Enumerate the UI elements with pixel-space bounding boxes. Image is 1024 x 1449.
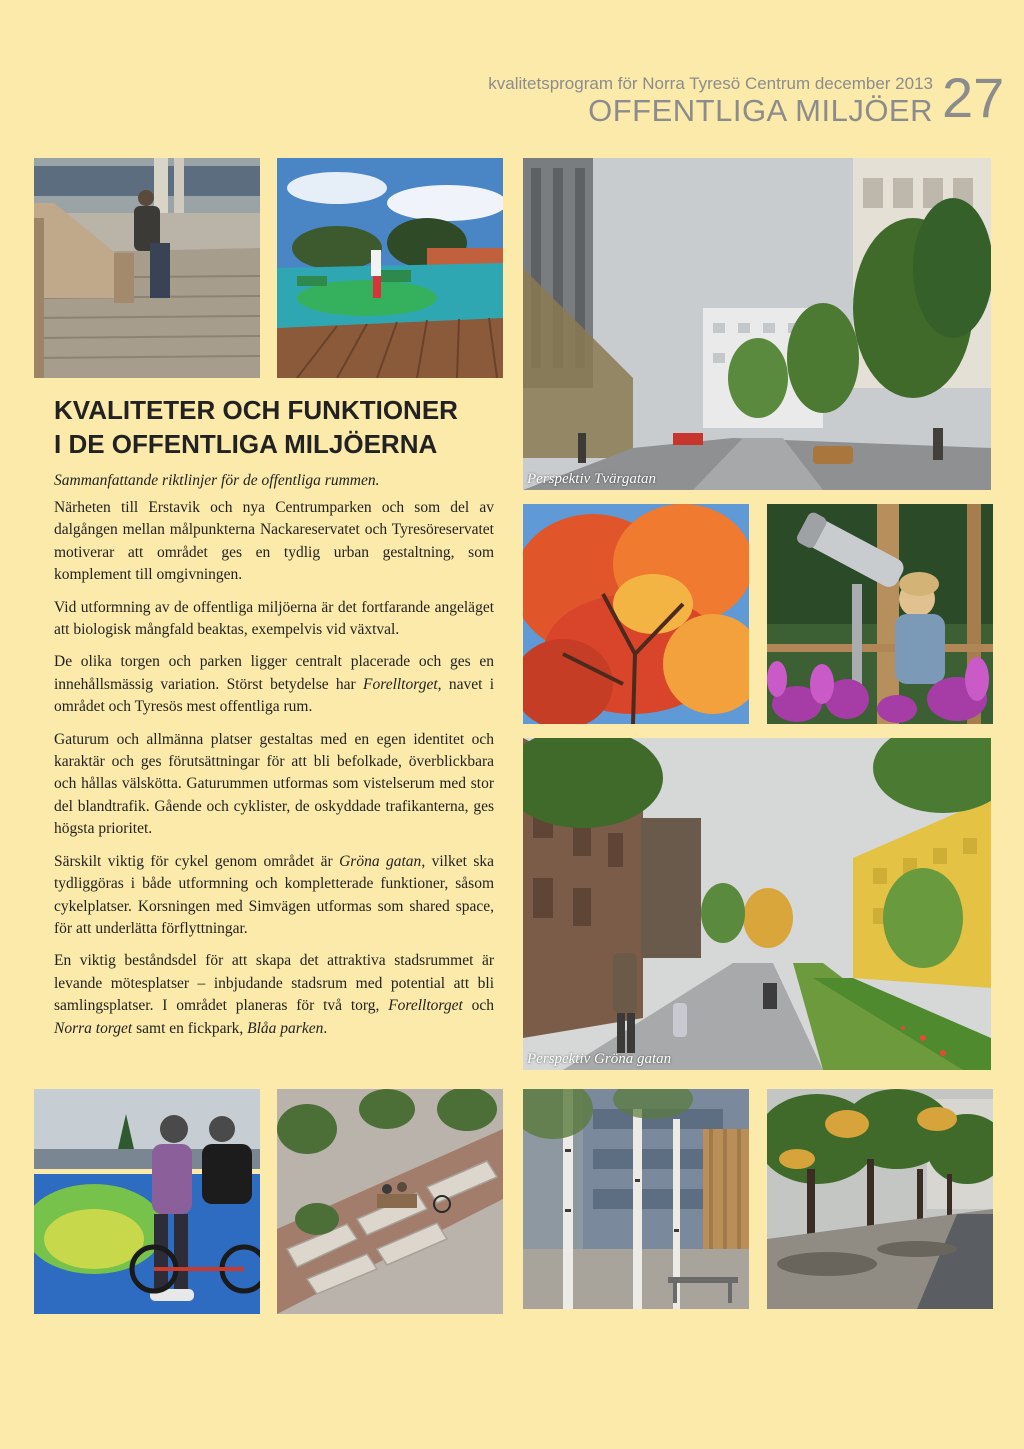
article-body	[54, 497, 494, 1050]
photo-perspektiv-tvargatan	[523, 158, 991, 490]
paragraph-6: En viktig beståndsdel för att skapa det attraktiva stadsrummet är levande mötesplatser – inbjudande stadsrum med potential att bli samlingsplatser. I området planeras för två torg, Forelltorget och Norra torget samt en fickpark, Blåa parken.	[54, 952, 494, 1037]
document-subtitle: kvalitetsprogram för Norra Tyresö Centrum december 2013	[488, 74, 933, 93]
photo-autumn-tree	[523, 504, 749, 724]
photo-telescope	[767, 504, 993, 724]
photo-skatepark	[34, 1089, 260, 1314]
section-title: OFFENTLIGA MILJÖER	[588, 93, 933, 128]
paragraph-1: Närheten till Erstavik och nya Centrumparken och som del av dalgången mellan målpunkterna Nackareservatet och Tyresöreservatet motiverar att området ges en tydlig urban gestaltning, som komplement till omgivningen.	[54, 499, 494, 584]
article-heading	[54, 393, 504, 461]
photo-playground	[277, 158, 503, 378]
photo-paved-square	[277, 1089, 503, 1314]
photo-wooden-bench	[34, 158, 260, 378]
heading-line-2: I DE OFFENTLIGA MILJÖERNA	[54, 429, 438, 459]
caption-grona-gatan: Perspektiv Gröna gatan	[527, 1051, 672, 1067]
paragraph-3: De olika torgen och parken ligger centralt placerade och ges en innehållsmässig variation. Störst betydelse har Forelltorget, navet i området och Tyresös mest offentliga rum.	[54, 653, 494, 716]
paragraph-4: Gaturum och allmänna platser gestaltas med en egen identitet och karaktär och ges förutsättningar för att bli befolkade, överblickbara och hållas välskötta. Gaturummen utformas som vistelserum med stor del blandtrafik. Gående och cyklister, de oskyddade trafikanterna, ges högsta prioritet.	[54, 730, 494, 838]
heading-line-1: KVALITETER OCH FUNKTIONER	[54, 395, 458, 425]
photo-birch-trees	[523, 1089, 749, 1309]
paragraph-2: Vid utformning av de offentliga miljöerna är det fortfarande angeläget att biologisk mångfald beaktas, exempelvis vid växtval.	[54, 598, 494, 639]
caption-tvargatan: Perspektiv Tvärgatan	[527, 471, 657, 487]
paragraph-5: Särskilt viktig för cykel genom området är Gröna gatan, vilket ska tydliggöras i både utformning och kompletterade funktioner, såsom cykelplatser. Korsningen med Simvägen utformas som shared space, för att underlätta förflyttningar.	[54, 852, 494, 937]
page-number: 27	[942, 66, 1005, 129]
article-subheading: Sammanfattande riktlinjer för de offentliga rummen.	[54, 472, 380, 489]
photo-tree-lined-path	[767, 1089, 993, 1309]
photo-perspektiv-grona-gatan	[523, 738, 991, 1070]
